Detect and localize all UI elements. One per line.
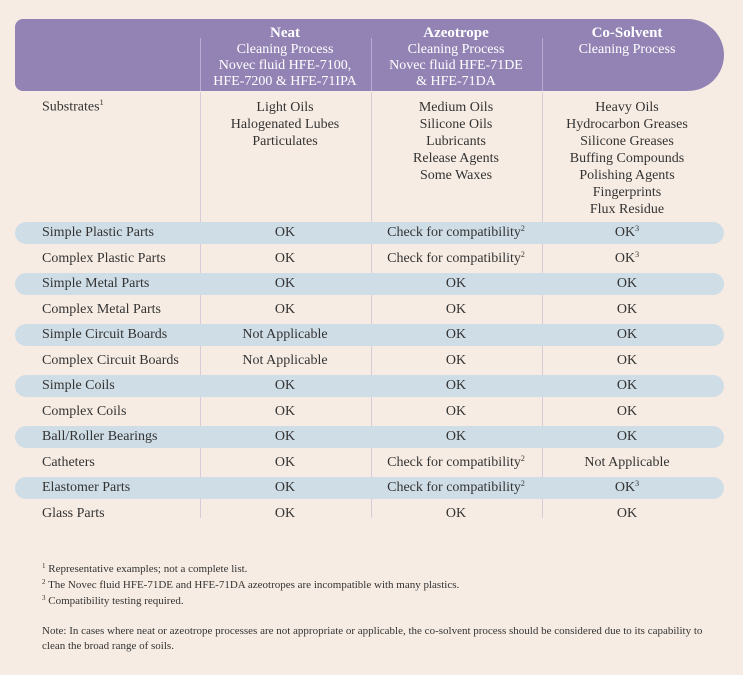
cell-text: OK (614, 250, 636, 266)
footnote-marker: 2 (42, 578, 46, 586)
cell-neat (200, 224, 370, 242)
cell-neat (200, 428, 370, 446)
soil-item: Flux Residue (589, 202, 665, 217)
soil-item: Silicone Greases (580, 134, 674, 149)
cell-text: OK (445, 378, 467, 393)
table-row (0, 350, 743, 372)
table-row (0, 375, 743, 397)
cell-text: OK (274, 454, 296, 470)
cell-text: OK (616, 429, 638, 444)
cell-neat (200, 275, 370, 293)
soil-item: Release Agents (413, 151, 499, 166)
soil-item: Light Oils (256, 100, 314, 115)
table-row (0, 273, 743, 295)
footnote-marker: 3 (42, 594, 46, 602)
cell-text: OK (614, 225, 636, 240)
soil-item: Medium Oils (418, 100, 494, 115)
footnote-marker: 3 (635, 224, 640, 233)
cell-cosol (542, 377, 712, 395)
footnote-marker: 1 (42, 562, 46, 570)
header-subtitle: HFE-7200 & HFE-71IPA (213, 74, 357, 89)
table-row (0, 324, 743, 346)
header-subtitle: & HFE-71DA (416, 74, 496, 89)
footnote-marker: 2 (520, 249, 525, 259)
cell-text: OK (274, 403, 296, 419)
cell-cosol (542, 275, 712, 293)
cell-text: OK (274, 250, 296, 266)
footnote-marker: 3 (635, 479, 640, 488)
cell-azeo (371, 326, 541, 344)
table-row (0, 503, 743, 525)
cell-text: Check for compatibility (387, 250, 521, 266)
cell-text: OK (445, 403, 467, 419)
row-label: Simple Coils (42, 378, 115, 393)
cell-text: OK (274, 505, 296, 521)
cell-cosol (542, 224, 712, 242)
substrates-label (42, 98, 104, 116)
cell-cosol (542, 326, 712, 344)
cell-azeo (371, 377, 541, 395)
header-cell-neat (200, 25, 370, 90)
header-title: Co-Solvent (591, 25, 663, 41)
table-row (0, 426, 743, 448)
header-cell-co-solvent (542, 25, 712, 58)
cell-text: OK (274, 301, 296, 317)
table-row (0, 477, 743, 499)
cell-azeo (371, 454, 541, 472)
substrates-label-text: Substrates (42, 99, 100, 115)
row-label: Complex Coils (42, 403, 127, 419)
cell-text: OK (445, 429, 467, 444)
cell-text: OK (445, 301, 467, 317)
cell-text: Check for compatibility (387, 480, 521, 495)
footnote-marker: 2 (520, 479, 525, 488)
cell-azeo (371, 428, 541, 446)
soil-item: Silicone Oils (419, 117, 493, 132)
cell-text: OK (274, 225, 296, 240)
cell-cosol (542, 352, 712, 370)
row-label: Glass Parts (42, 505, 105, 521)
soil-item: Buffing Compounds (569, 151, 685, 166)
row-label: Complex Circuit Boards (42, 352, 179, 368)
row-label: Simple Plastic Parts (42, 225, 154, 240)
header-subtitle: Novec fluid HFE-71DE (389, 58, 523, 73)
cell-neat (200, 505, 370, 523)
table-row (0, 248, 743, 270)
footnote-marker: 1 (99, 98, 104, 107)
cell-neat (200, 479, 370, 497)
cell-text: OK (616, 378, 638, 393)
soil-item: Some Waxes (419, 168, 493, 183)
soil-item: Halogenated Lubes (230, 117, 340, 132)
table-row (0, 222, 743, 244)
footnote-text: Representative examples; not a complete list. (48, 563, 248, 575)
footnote-marker: 2 (520, 224, 525, 233)
cell-neat (200, 403, 370, 421)
cell-text: OK (616, 505, 638, 521)
header-subtitle: Cleaning Process (236, 42, 334, 57)
cell-text: Not Applicable (242, 352, 328, 368)
soil-item: Lubricants (426, 134, 486, 149)
soil-list (542, 99, 712, 218)
cell-cosol (542, 428, 712, 446)
cell-cosol (542, 479, 712, 497)
cell-text: OK (616, 403, 638, 419)
row-label: Simple Circuit Boards (42, 327, 168, 342)
cell-text: OK (616, 352, 638, 368)
cell-text: OK (274, 480, 296, 495)
row-label: Ball/Roller Bearings (42, 429, 158, 444)
soil-list (371, 99, 541, 184)
header-cell-azeotrope (371, 25, 541, 90)
row-label: Complex Metal Parts (42, 301, 161, 317)
footnote-text: Compatibility testing required. (48, 595, 184, 607)
row-label: Elastomer Parts (42, 480, 131, 495)
cell-azeo (371, 275, 541, 293)
cell-text: OK (445, 352, 467, 368)
cell-cosol (542, 454, 712, 472)
cell-text: OK (445, 327, 467, 342)
cell-cosol (542, 250, 712, 268)
soil-list (200, 99, 370, 150)
cell-text: OK (445, 505, 467, 521)
cell-azeo (371, 301, 541, 319)
header-title: Neat (270, 25, 300, 41)
cell-neat (200, 301, 370, 319)
cell-neat (200, 377, 370, 395)
cell-azeo (371, 403, 541, 421)
soil-item: Hydrocarbon Greases (566, 117, 688, 132)
cell-azeo (371, 352, 541, 370)
cell-azeo (371, 479, 541, 497)
cell-cosol (542, 301, 712, 319)
cell-neat (200, 250, 370, 268)
soil-item: Heavy Oils (595, 100, 659, 115)
note-text: Note: In cases where neat or azeotrope processes are not appropriate or applicable, the co-solvent process should be considered due to its capability to clean the broad range of soils. (42, 625, 703, 652)
cell-azeo (371, 224, 541, 242)
row-label: Simple Metal Parts (42, 276, 150, 291)
cell-text: OK (274, 276, 296, 291)
cell-text: Not Applicable (242, 327, 328, 342)
cell-azeo (371, 505, 541, 523)
cell-text: OK (616, 327, 638, 342)
soil-item: Fingerprints (592, 185, 662, 200)
header-subtitle: Cleaning Process (578, 42, 676, 57)
table-row (0, 452, 743, 474)
cell-cosol (542, 403, 712, 421)
soil-item: Particulates (252, 134, 318, 149)
header-subtitle: Novec fluid HFE-7100, (218, 58, 352, 73)
cell-text: Check for compatibility (387, 225, 521, 240)
cell-text: OK (274, 429, 296, 444)
cell-text: OK (616, 276, 638, 291)
table-row (0, 299, 743, 321)
cell-text: OK (274, 378, 296, 393)
cell-cosol (542, 505, 712, 523)
soil-item: Polishing Agents (579, 168, 675, 183)
footnote (42, 594, 184, 608)
cell-neat (200, 352, 370, 370)
footnote-marker: 2 (520, 453, 525, 463)
cell-text: Not Applicable (584, 454, 670, 470)
footnote-marker: 3 (635, 249, 640, 259)
table-row (0, 401, 743, 423)
footnote (42, 578, 459, 592)
footnote-text: The Novec fluid HFE-71DE and HFE-71DA azeotropes are incompatible with many plastics. (48, 579, 460, 591)
cell-neat (200, 454, 370, 472)
row-label: Complex Plastic Parts (42, 250, 166, 266)
header-title: Azeotrope (423, 25, 489, 41)
cell-text: OK (616, 301, 638, 317)
footnote (42, 562, 247, 576)
row-label: Catheters (42, 454, 95, 470)
cell-azeo (371, 250, 541, 268)
header-subtitle: Cleaning Process (407, 42, 505, 57)
cell-text: Check for compatibility (387, 454, 521, 470)
cell-text: OK (445, 276, 467, 291)
cell-text: OK (614, 480, 636, 495)
cell-neat (200, 326, 370, 344)
